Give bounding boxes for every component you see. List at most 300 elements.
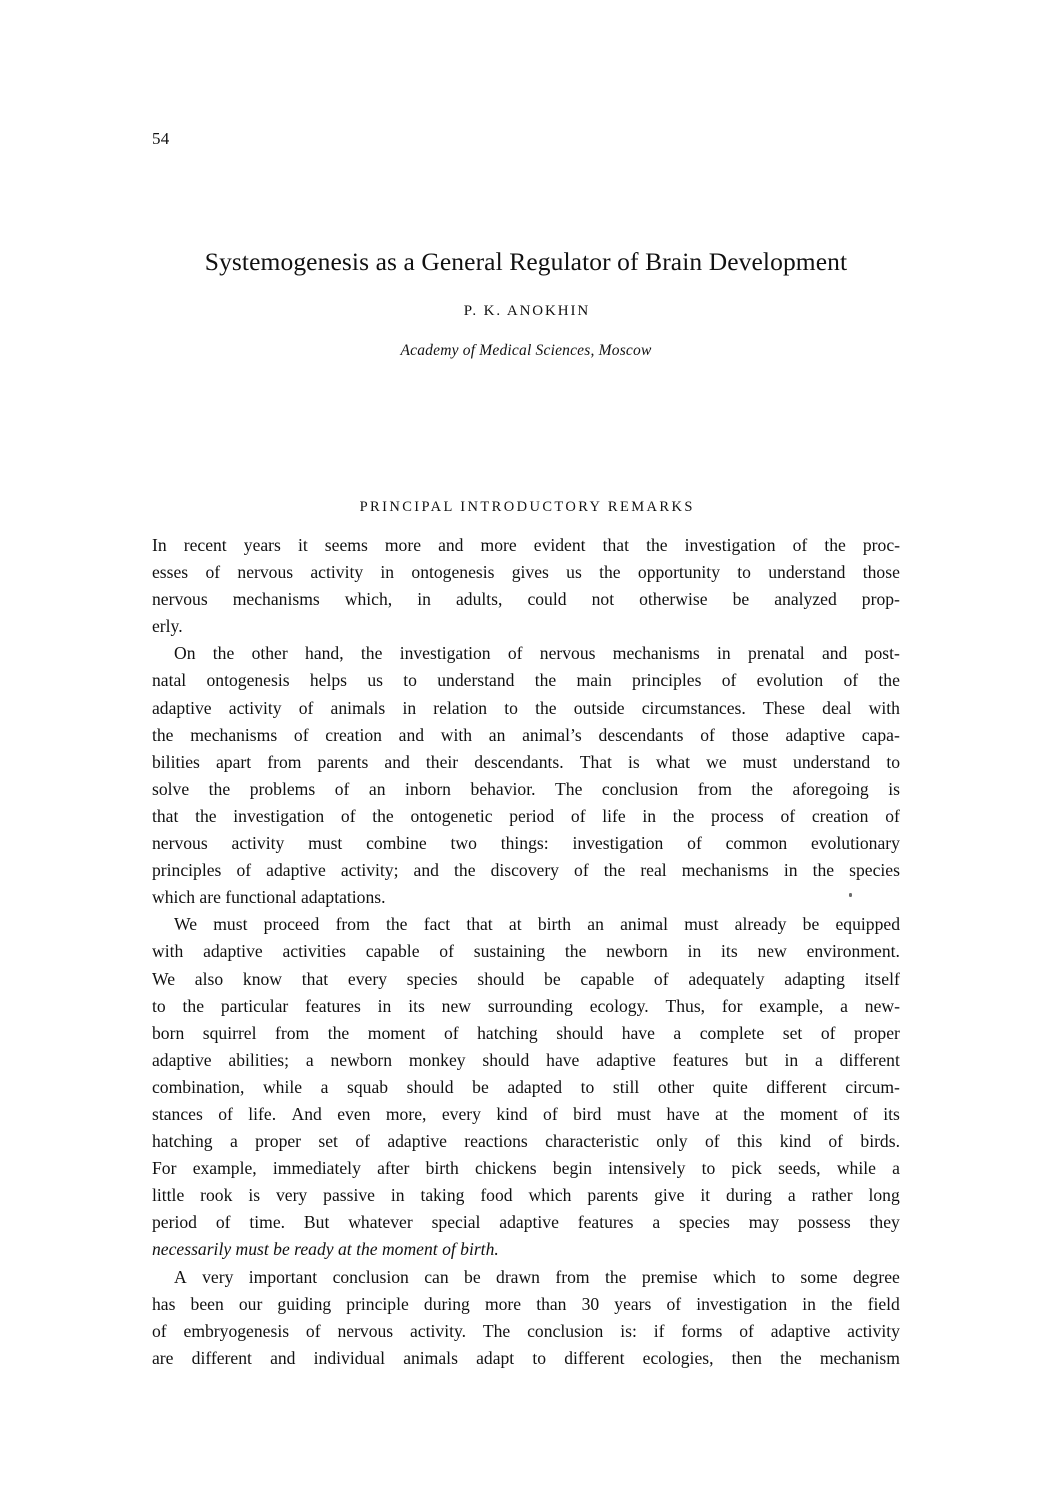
word: its bbox=[883, 1103, 900, 1124]
word: from bbox=[267, 751, 302, 772]
word: and bbox=[821, 643, 848, 664]
word: new- bbox=[864, 995, 900, 1016]
text-line bbox=[152, 1074, 900, 1101]
word: and bbox=[384, 751, 410, 772]
word: possess bbox=[797, 1212, 851, 1233]
word: discovery bbox=[490, 860, 559, 881]
word: activity bbox=[310, 562, 364, 583]
text-line bbox=[152, 1209, 900, 1236]
word: every bbox=[441, 1103, 481, 1124]
word: hatching bbox=[152, 1131, 213, 1152]
word: features bbox=[305, 995, 361, 1016]
word: problems bbox=[249, 778, 316, 799]
word: the bbox=[603, 860, 626, 881]
word: mechanism bbox=[819, 1347, 900, 1368]
word: born bbox=[152, 1022, 185, 1043]
word: of bbox=[828, 1131, 844, 1152]
word: they bbox=[869, 1212, 900, 1233]
word: recent bbox=[183, 535, 227, 555]
word: species bbox=[679, 1212, 730, 1233]
word: different bbox=[191, 1347, 252, 1368]
title-block bbox=[152, 246, 900, 360]
word: important bbox=[248, 1266, 318, 1287]
word: from bbox=[555, 1266, 590, 1287]
word: conclusion bbox=[527, 1320, 604, 1341]
word: to bbox=[886, 751, 900, 772]
word: newborn bbox=[330, 1049, 393, 1070]
word: parents bbox=[587, 1185, 639, 1206]
word: and bbox=[270, 1347, 296, 1368]
word: in bbox=[417, 589, 431, 610]
word: real bbox=[640, 860, 667, 881]
word: apart bbox=[215, 751, 252, 772]
text-line bbox=[152, 776, 900, 803]
word: That bbox=[579, 751, 612, 772]
word: at bbox=[715, 1103, 728, 1124]
word: some bbox=[800, 1266, 838, 1287]
word: birds. bbox=[860, 1131, 900, 1152]
word: a bbox=[305, 1049, 314, 1070]
word: activity bbox=[231, 833, 285, 854]
text-line bbox=[152, 1020, 900, 1047]
word: is bbox=[248, 1185, 261, 1206]
text-line bbox=[152, 559, 900, 586]
word: sustaining bbox=[473, 941, 546, 962]
word: features bbox=[672, 1049, 729, 1070]
word: capable bbox=[365, 941, 420, 962]
word: should bbox=[556, 1022, 604, 1043]
word: the bbox=[831, 1293, 853, 1314]
word: rather bbox=[811, 1185, 853, 1206]
word: those bbox=[731, 724, 769, 745]
article-title: Systemogenesis as a General Regulator of Brain Development bbox=[204, 247, 848, 276]
word: could bbox=[527, 589, 567, 610]
word: But bbox=[303, 1212, 330, 1233]
word: solve bbox=[152, 778, 190, 799]
word: activity; bbox=[340, 860, 399, 881]
word: the bbox=[878, 670, 900, 691]
word: deal bbox=[822, 697, 852, 718]
word: which bbox=[528, 1185, 572, 1206]
word: relation bbox=[433, 697, 488, 718]
word: seeds, bbox=[778, 1158, 821, 1179]
word: for bbox=[721, 995, 743, 1016]
word: during bbox=[726, 1185, 772, 1206]
word: with bbox=[440, 724, 473, 745]
word: also bbox=[194, 968, 224, 989]
word: has bbox=[152, 1293, 176, 1314]
word: circum- bbox=[845, 1076, 900, 1097]
word: we bbox=[706, 751, 727, 772]
word: of bbox=[334, 778, 350, 799]
word: to bbox=[532, 1347, 547, 1368]
word: embryogenesis bbox=[183, 1320, 290, 1341]
word: may bbox=[748, 1212, 779, 1233]
word: still bbox=[612, 1076, 640, 1097]
text-line bbox=[152, 993, 900, 1020]
word: birth bbox=[537, 914, 572, 935]
word: very bbox=[202, 1266, 234, 1287]
word: us bbox=[566, 562, 582, 583]
word: mechanisms bbox=[681, 860, 769, 881]
word: adapt bbox=[476, 1347, 515, 1368]
word: of bbox=[721, 670, 737, 691]
word: special bbox=[431, 1212, 481, 1233]
word: in bbox=[802, 1293, 816, 1314]
word: in bbox=[377, 995, 392, 1016]
word: must bbox=[616, 1103, 652, 1124]
word: should bbox=[482, 1049, 530, 1070]
word: investigation bbox=[572, 833, 664, 854]
word: from bbox=[697, 778, 732, 799]
word: of bbox=[215, 1212, 231, 1233]
word: begin bbox=[552, 1158, 592, 1179]
word: to bbox=[152, 995, 166, 1016]
word: that bbox=[301, 968, 329, 989]
word: surrounding bbox=[487, 995, 573, 1016]
word: the bbox=[751, 778, 773, 799]
word: squirrel bbox=[202, 1022, 257, 1043]
word: guiding bbox=[277, 1293, 332, 1314]
word: to bbox=[403, 670, 417, 691]
word: a bbox=[787, 1185, 796, 1206]
word: squab bbox=[347, 1076, 389, 1097]
word: new bbox=[441, 995, 471, 1016]
word: of bbox=[700, 724, 715, 745]
word: nervous bbox=[152, 833, 208, 854]
word: in bbox=[783, 860, 798, 881]
word: And bbox=[291, 1103, 322, 1124]
word: what bbox=[655, 751, 691, 772]
word: seems bbox=[324, 535, 368, 555]
word: In bbox=[152, 535, 167, 555]
word: more bbox=[480, 535, 517, 555]
word: the bbox=[535, 697, 557, 718]
word: in bbox=[784, 1049, 799, 1070]
word: of bbox=[152, 1320, 167, 1341]
word: abilities; bbox=[228, 1049, 290, 1070]
text-line bbox=[152, 586, 900, 613]
word: of bbox=[653, 968, 669, 989]
word: the bbox=[604, 1266, 627, 1287]
word: long bbox=[868, 1185, 900, 1206]
word: in bbox=[687, 941, 702, 962]
word: should bbox=[406, 1076, 454, 1097]
word: after bbox=[377, 1158, 410, 1179]
word: We bbox=[174, 914, 198, 935]
word: ontogenetic bbox=[410, 805, 493, 826]
word: conclusion bbox=[332, 1266, 409, 1287]
word: of bbox=[687, 833, 702, 854]
word: bilities bbox=[152, 751, 200, 772]
section-heading: PRINCIPAL INTRODUCTORY REMARKS bbox=[359, 499, 695, 515]
word: while bbox=[262, 1076, 303, 1097]
word: other bbox=[657, 1076, 695, 1097]
word: the bbox=[372, 805, 394, 826]
word: years bbox=[614, 1293, 652, 1314]
word: of bbox=[340, 805, 356, 826]
word: evident bbox=[533, 535, 586, 555]
word: stances bbox=[152, 1103, 203, 1124]
word: moment bbox=[780, 1103, 838, 1124]
word: a bbox=[229, 1131, 238, 1152]
word: mechanisms bbox=[612, 643, 700, 664]
word: bird bbox=[573, 1103, 602, 1124]
word: creation bbox=[811, 805, 869, 826]
word: of bbox=[780, 805, 796, 826]
word: nervous bbox=[237, 562, 294, 583]
word: degree bbox=[852, 1266, 900, 1287]
text-line bbox=[152, 857, 900, 884]
text-line bbox=[152, 830, 900, 857]
word: The bbox=[482, 1320, 511, 1341]
word: new bbox=[757, 941, 787, 962]
word: of bbox=[820, 1022, 836, 1043]
word: ecology. bbox=[589, 995, 649, 1016]
word: post- bbox=[864, 643, 900, 664]
word: prenatal bbox=[748, 643, 805, 664]
paragraph bbox=[152, 640, 900, 911]
word: of bbox=[205, 562, 221, 583]
word: On bbox=[174, 643, 196, 664]
word: the bbox=[182, 995, 205, 1016]
word: combination, bbox=[152, 1076, 245, 1097]
word: adults, bbox=[455, 589, 503, 610]
text-line bbox=[152, 640, 900, 667]
text-line bbox=[152, 966, 900, 993]
word: that bbox=[466, 914, 493, 935]
word: 30 bbox=[581, 1293, 600, 1314]
word: a bbox=[840, 995, 848, 1016]
word: evolution bbox=[756, 670, 824, 691]
word: adaptive bbox=[499, 1212, 559, 1233]
word: common bbox=[725, 833, 788, 854]
word: only bbox=[656, 1131, 688, 1152]
word: in bbox=[380, 562, 395, 583]
word: should bbox=[477, 968, 525, 989]
word: mechanisms bbox=[232, 589, 320, 610]
word: forms bbox=[681, 1320, 723, 1341]
word: a bbox=[320, 1076, 329, 1097]
word: and bbox=[438, 535, 464, 555]
word: adaptive bbox=[266, 860, 326, 881]
word: We bbox=[152, 968, 176, 989]
word: evolutionary bbox=[811, 833, 900, 854]
word: aforegoing bbox=[792, 778, 869, 799]
word: with bbox=[152, 941, 184, 962]
word: capable bbox=[580, 968, 635, 989]
word: a bbox=[673, 1022, 682, 1043]
word: the bbox=[454, 860, 476, 881]
text-line bbox=[152, 803, 900, 830]
word: kind bbox=[496, 1103, 528, 1124]
word: an bbox=[587, 914, 604, 935]
paragraph bbox=[152, 1264, 900, 1372]
word: of bbox=[293, 724, 309, 745]
word: combine bbox=[366, 833, 427, 854]
word: of bbox=[853, 1103, 868, 1124]
word: activity bbox=[228, 697, 282, 718]
word: quite bbox=[712, 1076, 748, 1097]
word: understand bbox=[793, 751, 871, 772]
text-line bbox=[152, 532, 900, 559]
word: mechanisms bbox=[190, 724, 278, 745]
word: monkey bbox=[408, 1049, 466, 1070]
word: passive bbox=[323, 1185, 375, 1206]
word: little bbox=[152, 1185, 185, 1206]
word: in bbox=[642, 805, 657, 826]
word: of bbox=[439, 941, 454, 962]
word: is bbox=[888, 778, 900, 799]
word: their bbox=[425, 751, 459, 772]
word: have bbox=[546, 1049, 580, 1070]
word: more bbox=[384, 535, 422, 555]
word: while bbox=[836, 1158, 876, 1179]
author-byline: P. K. ANOKHIN bbox=[463, 303, 591, 319]
word: investigation bbox=[233, 805, 325, 826]
text-line bbox=[152, 938, 900, 965]
word: set bbox=[782, 1022, 803, 1043]
word: every bbox=[347, 968, 387, 989]
word: to bbox=[771, 1266, 786, 1287]
text-line bbox=[152, 1345, 900, 1372]
word: the bbox=[327, 1022, 350, 1043]
word: more, bbox=[385, 1103, 427, 1124]
word: with bbox=[868, 697, 900, 718]
word: must bbox=[742, 751, 777, 772]
word: of bbox=[443, 1022, 459, 1043]
word: it bbox=[297, 535, 308, 555]
word: intensively bbox=[608, 1158, 686, 1179]
word: prop- bbox=[861, 589, 900, 610]
word: from bbox=[275, 1022, 310, 1043]
word: the bbox=[208, 778, 231, 799]
word: principles bbox=[152, 860, 222, 881]
text-line bbox=[152, 613, 900, 640]
word: this bbox=[736, 1131, 763, 1152]
word: necessarily must be ready at the moment of birth. bbox=[152, 1239, 499, 1260]
word: not bbox=[591, 589, 615, 610]
word: esses bbox=[152, 562, 189, 583]
word: field bbox=[867, 1293, 900, 1314]
word: the bbox=[646, 535, 668, 555]
word: an bbox=[488, 724, 506, 745]
word: but bbox=[745, 1049, 768, 1070]
word: creation bbox=[325, 724, 382, 745]
word: example, bbox=[759, 995, 824, 1016]
word: adaptive bbox=[596, 1049, 656, 1070]
word: which bbox=[712, 1266, 756, 1287]
word: animals bbox=[330, 697, 386, 718]
text-line bbox=[152, 667, 900, 694]
word: The bbox=[555, 778, 583, 799]
word: if bbox=[653, 1320, 665, 1341]
word: different bbox=[839, 1049, 900, 1070]
word: otherwise bbox=[639, 589, 708, 610]
word: capa- bbox=[861, 724, 900, 745]
word: activity bbox=[847, 1320, 900, 1341]
word: animal bbox=[620, 914, 669, 935]
word: adaptive bbox=[152, 1049, 212, 1070]
word: adaptive bbox=[203, 941, 263, 962]
word: opportunity bbox=[637, 562, 720, 583]
body-text bbox=[152, 532, 900, 1372]
word: proceed bbox=[263, 914, 320, 935]
word: the bbox=[564, 941, 587, 962]
word: it bbox=[700, 1185, 711, 1206]
word: particular bbox=[220, 995, 289, 1016]
word: be bbox=[544, 968, 561, 989]
word: main bbox=[576, 670, 612, 691]
word: of bbox=[355, 1131, 370, 1152]
word: adaptive bbox=[785, 724, 846, 745]
word: pick bbox=[731, 1158, 762, 1179]
word: which, bbox=[344, 589, 393, 610]
word: taking bbox=[420, 1185, 465, 1206]
word: ontogenesis bbox=[206, 670, 290, 691]
word: investigation bbox=[399, 643, 491, 664]
word: more bbox=[484, 1293, 522, 1314]
word: is: bbox=[620, 1320, 637, 1341]
word: of bbox=[574, 860, 589, 881]
word: in bbox=[717, 643, 731, 664]
paragraph bbox=[152, 911, 900, 1263]
word: immediately bbox=[272, 1158, 361, 1179]
text-line bbox=[152, 695, 900, 722]
word: adequately bbox=[688, 968, 765, 989]
word: that bbox=[152, 805, 179, 826]
word: the bbox=[780, 1347, 802, 1368]
word: to bbox=[580, 1076, 595, 1097]
word: inborn bbox=[405, 778, 451, 799]
word: the bbox=[195, 805, 217, 826]
word: a bbox=[814, 1049, 823, 1070]
word: natal bbox=[152, 670, 187, 691]
word: understand bbox=[437, 670, 515, 691]
word: must bbox=[308, 833, 343, 854]
word: very bbox=[275, 1185, 308, 1206]
word: and bbox=[413, 860, 439, 881]
word: circumstances. bbox=[641, 697, 746, 718]
word: are bbox=[152, 1347, 174, 1368]
word: must bbox=[213, 914, 248, 935]
word: activity. bbox=[410, 1320, 467, 1341]
word: the bbox=[672, 805, 695, 826]
text-line bbox=[152, 749, 900, 776]
text-line bbox=[152, 1101, 900, 1128]
word: helps bbox=[309, 670, 348, 691]
word: be bbox=[464, 1266, 481, 1287]
word: principles bbox=[632, 670, 702, 691]
word: process bbox=[711, 805, 764, 826]
word: is bbox=[628, 751, 640, 772]
word: its bbox=[408, 995, 425, 1016]
word: be bbox=[472, 1076, 489, 1097]
word: reactions bbox=[464, 1131, 528, 1152]
word: the bbox=[812, 860, 835, 881]
word: the bbox=[599, 562, 621, 583]
word: nervous bbox=[337, 1320, 394, 1341]
word: years bbox=[243, 535, 281, 555]
word: kind bbox=[779, 1131, 812, 1152]
word: individual bbox=[313, 1347, 386, 1368]
word: its bbox=[721, 941, 738, 962]
word: of bbox=[298, 697, 314, 718]
word: us bbox=[367, 670, 383, 691]
word: itself bbox=[864, 968, 900, 989]
word: of bbox=[843, 670, 859, 691]
author-affiliation: Academy of Medical Sciences, Moscow bbox=[400, 342, 652, 359]
